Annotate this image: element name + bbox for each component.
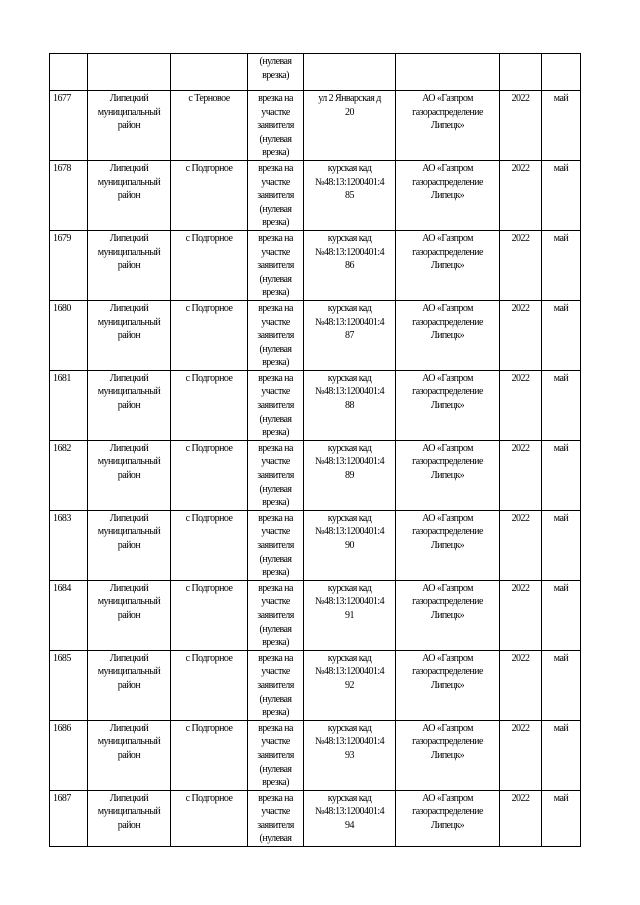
cell-district: Липецкий муниципальный район (88, 650, 171, 720)
cell-year: 2022 (500, 790, 542, 846)
cell-connection: врезка на участке заявителя (нулевая (248, 790, 304, 846)
cell-address: курская кад №48:13:1200401:4 91 (304, 580, 396, 650)
cell-district: Липецкий муниципальный район (88, 370, 171, 440)
cell-district: Липецкий муниципальный район (88, 91, 171, 161)
table-row (50, 160, 581, 230)
cell-connection: врезка на участке заявителя (нулевая врезка) (248, 300, 304, 370)
cell-organization: АО «Газпром газораспределение Липецк» (396, 790, 500, 846)
cell-year (500, 54, 542, 91)
cell-organization: АО «Газпром газораспределение Липецк» (396, 720, 500, 790)
cell-organization: АО «Газпром газораспределение Липецк» (396, 370, 500, 440)
cell-connection: врезка на участке заявителя (нулевая врезка) (248, 510, 304, 580)
table-row (50, 790, 581, 846)
cell-month: май (542, 370, 581, 440)
cell-month: май (542, 440, 581, 510)
cell-year: 2022 (500, 580, 542, 650)
cell-settlement (171, 54, 248, 91)
cell-num: 1684 (50, 580, 88, 650)
cell-organization: АО «Газпром газораспределение Липецк» (396, 510, 500, 580)
table-row (50, 230, 581, 300)
cell-month: май (542, 300, 581, 370)
cell-settlement: с Подгорное (171, 160, 248, 230)
cell-year: 2022 (500, 160, 542, 230)
cell-settlement: с Терновое (171, 91, 248, 161)
cell-connection: (нулевая врезка) (248, 54, 304, 91)
cell-year: 2022 (500, 230, 542, 300)
cell-connection: врезка на участке заявителя (нулевая врезка) (248, 91, 304, 161)
cell-address: ул 2 Январская д 20 (304, 91, 396, 161)
table-row (50, 510, 581, 580)
cell-address: курская кад №48:13:1200401:4 89 (304, 440, 396, 510)
cell-organization: АО «Газпром газораспределение Липецк» (396, 580, 500, 650)
cell-year: 2022 (500, 300, 542, 370)
cell-organization: АО «Газпром газораспределение Липецк» (396, 650, 500, 720)
cell-num: 1682 (50, 440, 88, 510)
cell-district: Липецкий муниципальный район (88, 440, 171, 510)
cell-settlement: с Подгорное (171, 720, 248, 790)
cell-settlement: с Подгорное (171, 440, 248, 510)
cell-settlement: с Подгорное (171, 300, 248, 370)
cell-month: май (542, 720, 581, 790)
cell-address: курская кад №48:13:1200401:4 85 (304, 160, 396, 230)
table-row (50, 580, 581, 650)
cell-month: май (542, 160, 581, 230)
cell-district (88, 54, 171, 91)
cell-settlement: с Подгорное (171, 580, 248, 650)
cell-settlement: с Подгорное (171, 370, 248, 440)
cell-num: 1677 (50, 91, 88, 161)
cell-year: 2022 (500, 510, 542, 580)
cell-year: 2022 (500, 440, 542, 510)
cell-connection: врезка на участке заявителя (нулевая врезка) (248, 160, 304, 230)
cell-num: 1685 (50, 650, 88, 720)
cell-year: 2022 (500, 370, 542, 440)
cell-address: курская кад №48:13:1200401:4 86 (304, 230, 396, 300)
table-row (50, 720, 581, 790)
cell-settlement: с Подгорное (171, 650, 248, 720)
cell-address: курская кад №48:13:1200401:4 92 (304, 650, 396, 720)
cell-num: 1681 (50, 370, 88, 440)
cell-num: 1678 (50, 160, 88, 230)
cell-organization: АО «Газпром газораспределение Липецк» (396, 300, 500, 370)
cell-year: 2022 (500, 650, 542, 720)
cell-organization: АО «Газпром газораспределение Липецк» (396, 440, 500, 510)
cell-connection: врезка на участке заявителя (нулевая врезка) (248, 230, 304, 300)
cell-connection: врезка на участке заявителя (нулевая врезка) (248, 580, 304, 650)
cell-month: май (542, 230, 581, 300)
cell-district: Липецкий муниципальный район (88, 230, 171, 300)
cell-district: Липецкий муниципальный район (88, 160, 171, 230)
gas-connection-table (49, 53, 581, 847)
cell-settlement: с Подгорное (171, 510, 248, 580)
cell-year: 2022 (500, 720, 542, 790)
cell-connection: врезка на участке заявителя (нулевая врезка) (248, 720, 304, 790)
cell-num: 1686 (50, 720, 88, 790)
table-row (50, 300, 581, 370)
cell-num: 1687 (50, 790, 88, 846)
cell-num: 1680 (50, 300, 88, 370)
cell-settlement: с Подгорное (171, 790, 248, 846)
cell-month: май (542, 510, 581, 580)
cell-address (304, 54, 396, 91)
table-row-continued (50, 54, 581, 91)
cell-year: 2022 (500, 91, 542, 161)
cell-address: курская кад №48:13:1200401:4 94 (304, 790, 396, 846)
cell-connection: врезка на участке заявителя (нулевая врезка) (248, 650, 304, 720)
cell-month: май (542, 790, 581, 846)
cell-organization: АО «Газпром газораспределение Липецк» (396, 230, 500, 300)
cell-address: курская кад №48:13:1200401:4 93 (304, 720, 396, 790)
cell-organization: АО «Газпром газораспределение Липецк» (396, 91, 500, 161)
table-row (50, 650, 581, 720)
cell-address: курская кад №48:13:1200401:4 88 (304, 370, 396, 440)
cell-address: курская кад №48:13:1200401:4 87 (304, 300, 396, 370)
cell-district: Липецкий муниципальный район (88, 580, 171, 650)
cell-num: 1679 (50, 230, 88, 300)
cell-district: Липецкий муниципальный район (88, 510, 171, 580)
cell-address: курская кад №48:13:1200401:4 90 (304, 510, 396, 580)
cell-settlement: с Подгорное (171, 230, 248, 300)
cell-connection: врезка на участке заявителя (нулевая врезка) (248, 440, 304, 510)
cell-district: Липецкий муниципальный район (88, 720, 171, 790)
table-row (50, 440, 581, 510)
cell-month: май (542, 91, 581, 161)
cell-num: 1683 (50, 510, 88, 580)
cell-organization: АО «Газпром газораспределение Липецк» (396, 160, 500, 230)
cell-month (542, 54, 581, 91)
cell-month: май (542, 650, 581, 720)
table-row (50, 370, 581, 440)
cell-district: Липецкий муниципальный район (88, 300, 171, 370)
table-body (50, 54, 581, 847)
cell-district: Липецкий муниципальный район (88, 790, 171, 846)
table-row (50, 91, 581, 161)
cell-organization (396, 54, 500, 91)
cell-month: май (542, 580, 581, 650)
cell-connection: врезка на участке заявителя (нулевая врезка) (248, 370, 304, 440)
cell-num (50, 54, 88, 91)
